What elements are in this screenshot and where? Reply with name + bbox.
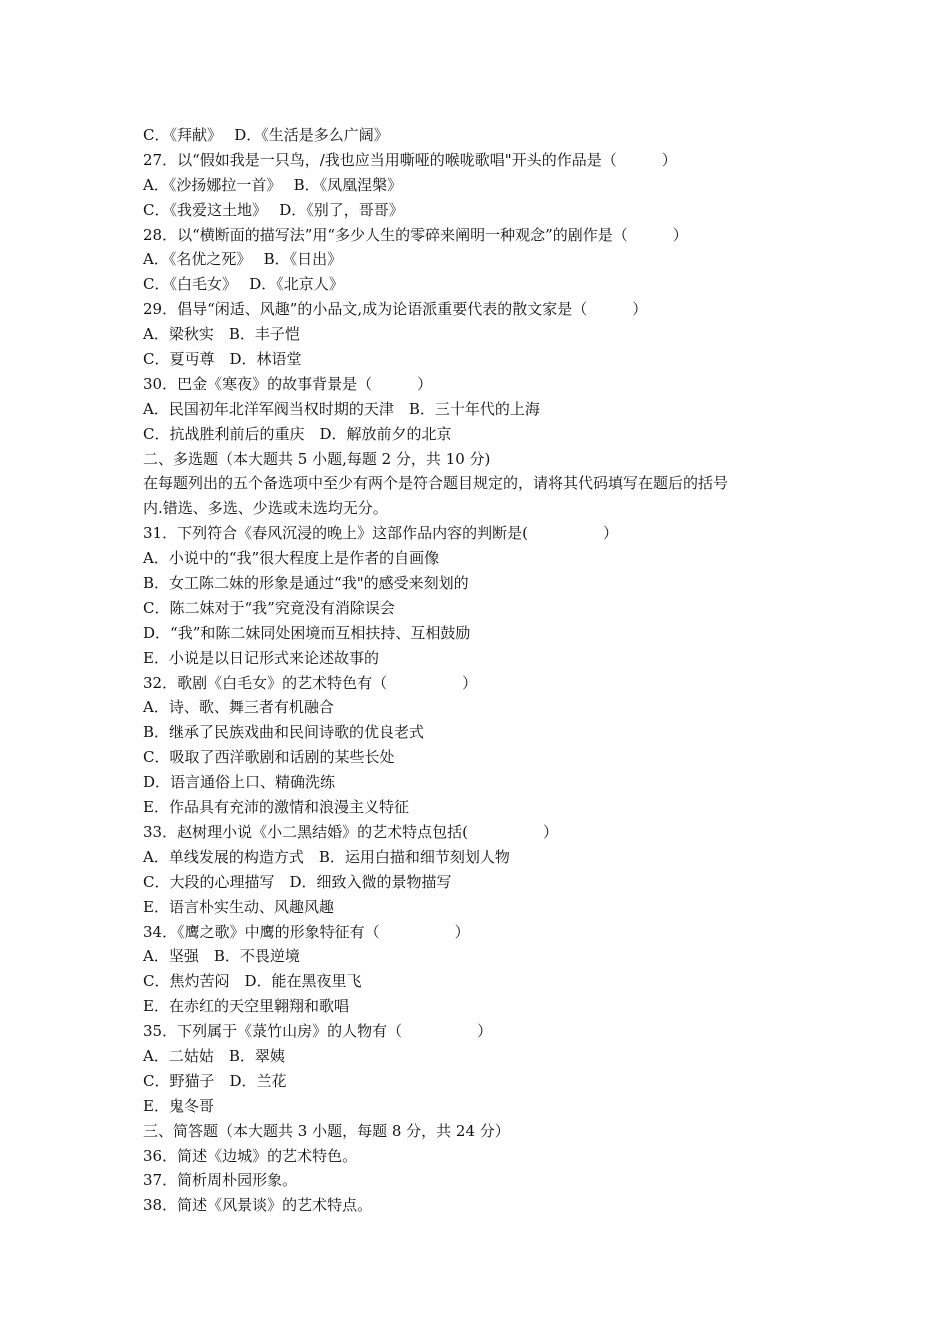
option-line: A．坚强 B．不畏逆境 [143,947,300,966]
option-line: C．陈二妹对于“我”究竟没有消除误会 [143,598,395,617]
option-line: E．语言朴实生动、风趣风趣 [143,897,334,916]
option-line: C．《白毛女》 D．《北京人》 [143,275,344,294]
option-line: E．作品具有充沛的激情和浪漫主义特征 [143,798,409,817]
option-line: C．夏丏尊 D．林语堂 [143,350,302,369]
question-31: 31．下列符合《春风沉浸的晚上》这部作品内容的判断是( ） [143,524,618,543]
section-heading-multiple-choice: 二、多选题（本大题共 5 小题,每题 2 分，共 10 分) [143,449,491,468]
option-line: A．诗、歌、舞三者有机融合 [143,698,334,717]
exam-text-body [143,123,813,1218]
option-line: B．女工陈二妹的形象是通过“我"的感受来刻划的 [143,574,469,593]
question-30: 30．巴金《寒夜》的故事背景是（ ） [143,374,433,393]
question-33: 33．赵树理小说《小二黑结婚》的艺术特点包括( ） [143,822,558,841]
question-36: 36．简述《边城》的艺术特色。 [143,1146,358,1165]
option-line: D．语言通俗上口、精确洗练 [143,773,336,792]
option-line: D．“我”和陈二妹同处困境而互相扶持、互相鼓励 [143,623,471,642]
question-29: 29．倡导“闲适、风趣”的小品文,成为论语派重要代表的散文家是（ ） [143,300,648,319]
option-line: C．《拜献》 D．《生活是多么广阔》 [143,126,389,144]
question-32: 32．歌剧《白毛女》的艺术特色有（ ） [143,673,478,692]
section-instructions: 在每题列出的五个备选项中至少有两个是符合题目规定的，请将其代码填写在题后的括号 [143,474,729,493]
option-line: A．小说中的“我”很大程度上是作者的自画像 [143,549,440,568]
option-line: B．继承了民族戏曲和民间诗歌的优良老式 [143,723,425,742]
option-line: A．《名优之死》 B．《日出》 [143,250,343,269]
option-line: A．民国初年北洋军阀当权时期的天津 B．三十年代的上海 [143,399,540,418]
option-line: A．《沙扬娜拉一首》 B．《凤凰涅槃》 [143,175,403,194]
question-34: 34．《鹰之歌》中鹰的形象特征有（ ） [143,922,470,941]
option-line: A．梁秋实 B．丰子恺 [143,325,300,344]
option-line: C．《我爱这土地》 D．《别了，哥哥》 [143,200,404,219]
section-instructions: 内.错选、多选、少选或未选均无分。 [143,499,388,518]
question-37: 37．简析周朴园形象。 [143,1171,298,1190]
option-line: C．野猫子 D．兰花 [143,1071,287,1090]
question-35: 35．下列属于《菉竹山房》的人物有（ ） [143,1022,493,1041]
option-line: C．抗战胜利前后的重庆 D．解放前夕的北京 [143,424,452,443]
option-line: C．焦灼苦闷 D．能在黑夜里飞 [143,972,362,991]
question-27: 27．以“假如我是一只鸟，/我也应当用嘶哑的喉咙歌唱"开头的作品是（ ） [143,150,677,169]
option-line: C．大段的心理描写 D．细致入微的景物描写 [143,872,452,891]
section-heading-short-answer: 三、简答题（本大题共 3 小题，每题 8 分，共 24 分） [143,1121,510,1140]
option-line: A．二姑姑 B．翠姨 [143,1046,285,1065]
option-line: E．鬼冬哥 [143,1096,214,1115]
option-line: E．在赤红的天空里翱翔和歌唱 [143,997,349,1016]
option-line: E．小说是以日记形式来论述故事的 [143,648,379,667]
option-line: A．单线发展的构造方式 B．运用白描和细节刻划人物 [143,847,510,866]
question-38: 38．简述《风景谈》的艺术特点。 [143,1196,373,1215]
question-28: 28．以“横断面的描写法”用“多少人生的零碎来阐明一种观念”的剧作是（ ） [143,225,688,244]
option-line: C．吸取了西洋歌剧和话剧的某些长处 [143,748,395,767]
